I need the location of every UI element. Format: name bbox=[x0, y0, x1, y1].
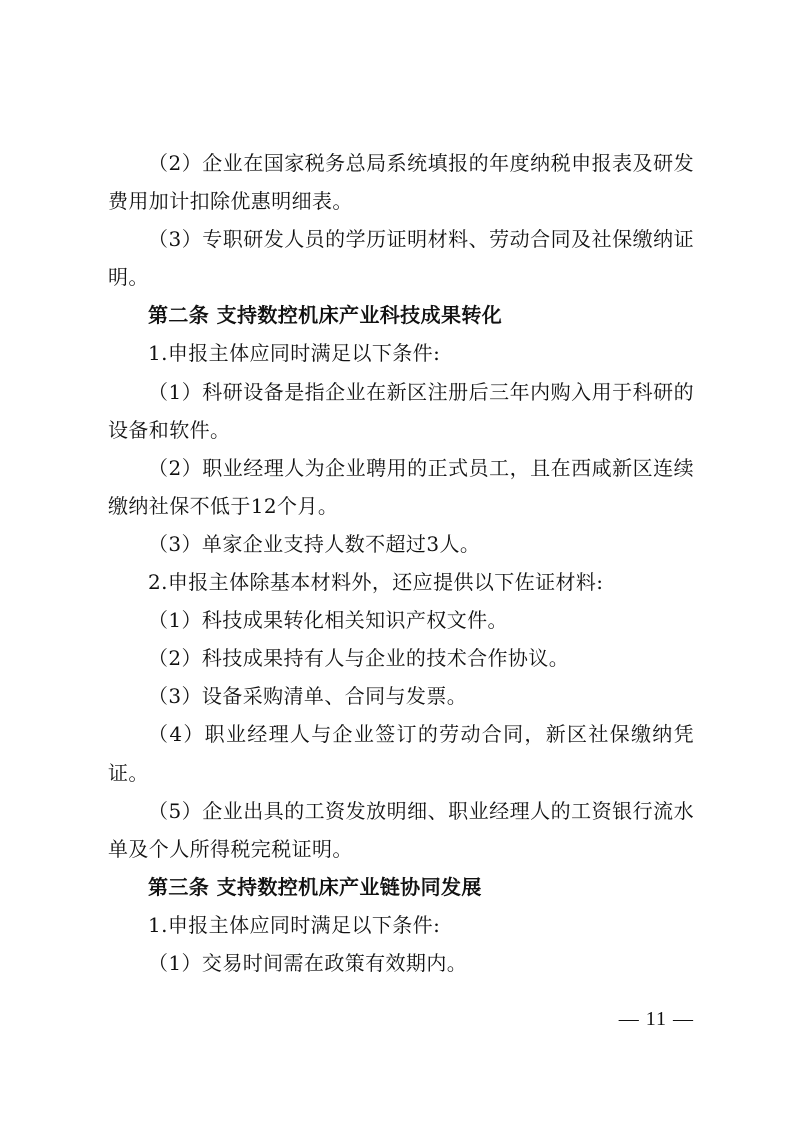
paragraph: 2.申报主体除基本材料外，还应提供以下佐证材料: bbox=[148, 570, 604, 595]
paragraph: 1.申报主体应同时满足以下条件: bbox=[148, 912, 441, 937]
paragraph: （3）专职研发人员的学历证明材料、劳动合同及社保缴纳证明。 bbox=[108, 227, 694, 290]
paragraph: （3）设备采购清单、合同与发票。 bbox=[148, 684, 468, 709]
page-number: — 11 — bbox=[618, 1008, 694, 1030]
paragraph: （1）科技成果转化相关知识产权文件。 bbox=[148, 608, 508, 633]
article-heading: 第三条 支持数控机床产业链协同发展 bbox=[148, 874, 482, 899]
article-heading: 第二条 支持数控机床产业科技成果转化 bbox=[148, 303, 503, 328]
paragraph: （1）交易时间需在政策有效期内。 bbox=[148, 950, 468, 975]
paragraph: （3）单家企业支持人数不超过3人。 bbox=[148, 531, 481, 556]
paragraph: （2）企业在国家税务总局系统填报的年度纳税申报表及研发费用加计扣除优惠明细表。 bbox=[108, 151, 694, 214]
paragraph: （1）科研设备是指企业在新区注册后三年内购入用于科研的设备和软件。 bbox=[108, 379, 694, 442]
document-body bbox=[108, 144, 694, 982]
paragraph: （2）科技成果持有人与企业的技术合作协议。 bbox=[148, 646, 570, 671]
paragraph: 1.申报主体应同时满足以下条件: bbox=[148, 341, 441, 366]
paragraph: （2）职业经理人为企业聘用的正式员工，且在西咸新区连续缴纳社保不低于12个月。 bbox=[108, 455, 694, 518]
paragraph: （4）职业经理人与企业签订的劳动合同，新区社保缴纳凭证。 bbox=[108, 722, 694, 785]
paragraph: （5）企业出具的工资发放明细、职业经理人的工资银行流水单及个人所得税完税证明。 bbox=[108, 798, 694, 861]
